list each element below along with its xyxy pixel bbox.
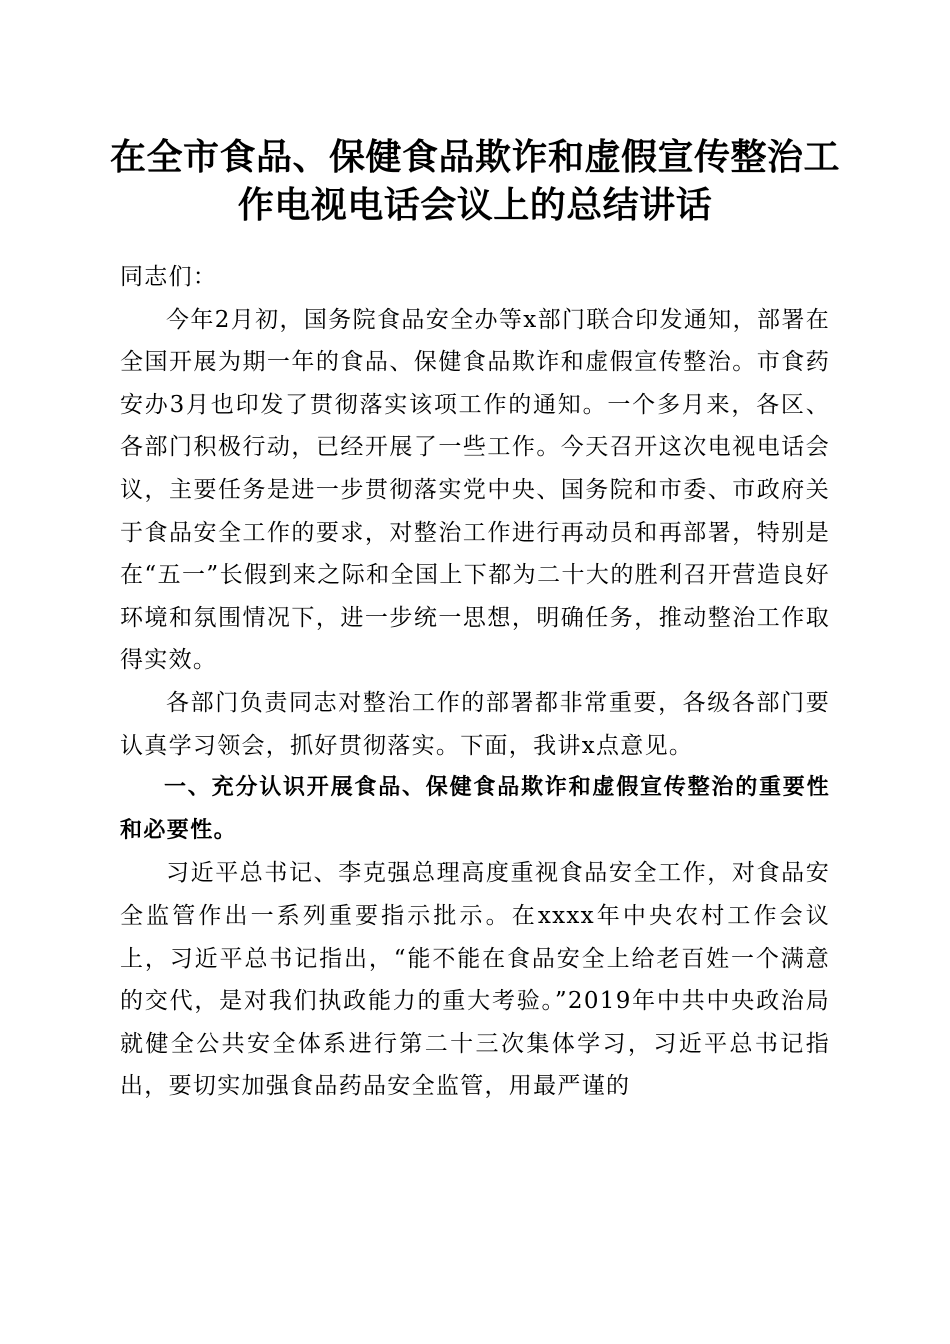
section-heading-1: 一、充分认识开展食品、保健食品欺诈和虚假宣传整治的重要性和必要性。 xyxy=(120,775,830,843)
title-line-2: 作电视电话会议上的总结讲话 xyxy=(237,184,713,226)
title-line-1: 在全市食品、保健食品欺诈和虚假宣传整治工 xyxy=(109,136,840,178)
document-title xyxy=(100,133,850,229)
paragraph-intro: 今年2月初，国务院食品安全办等x部门联合印发通知，部署在全国开展为期一年的食品、保健食品欺诈和虚假宣传整治。市食药安办3月也印发了贯彻落实该项工作的通知。一个多月来，各区、各部门积极行动，已经开展了一些工作。今天召开这次电视电话会议，主要任务是进一步贯彻落实党中央、国务院和市委、市政府关于食品安全工作的要求，对整治工作进行再动员和再部署，特别是在“五一”长假到来之际和全国上下都为二十大的胜利召开营造良好环境和氛围情况下，进一步统一思想，明确任务，推动整治工作取得实效。 xyxy=(120,306,830,674)
salutation: 同志们： xyxy=(120,264,218,290)
paragraph-section-1: 习近平总书记、李克强总理高度重视食品安全工作，对食品安全监管作出一系列重要指示批示。在xxxx年中央农村工作会议上，习近平总书记指出，“能不能在食品安全上给老百姓一个满意的交代，是对我们执政能力的重大考验。”2019年中共中央政治局就健全公共安全体系进行第二十三次集体学习，习近平总书记指出，要切实加强食品药品安全监管，用最严谨的 xyxy=(120,860,830,1100)
document-body xyxy=(120,256,830,1108)
paragraph-outline: 各部门负责同志对整治工作的部署都非常重要，各级各部门要认真学习领会，抓好贯彻落实。下面，我讲x点意见。 xyxy=(120,689,830,759)
